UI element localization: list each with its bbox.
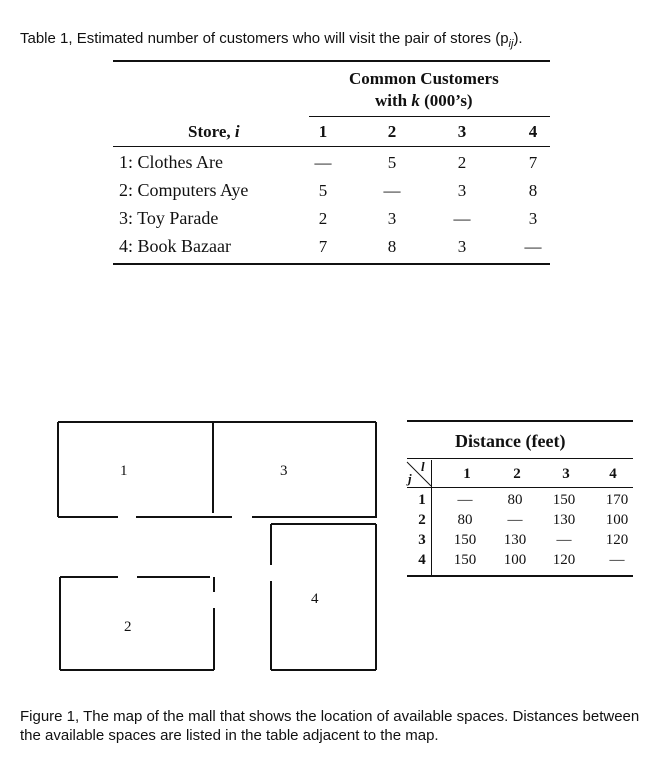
table-bottom-rule (113, 263, 550, 265)
distance-cell: 80 (457, 512, 473, 528)
column-header: 2 (387, 122, 397, 141)
distance-cell: 120 (552, 552, 576, 568)
distance-vertical-rule (431, 460, 432, 575)
table-cell: — (453, 209, 471, 228)
distance-cell: 100 (503, 552, 527, 568)
table-cell: 7 (528, 153, 538, 172)
group-header-line2: with k (000’s) (375, 91, 473, 110)
table-cell: 3 (387, 209, 397, 228)
distance-cell: 150 (453, 532, 477, 548)
table-top-rule (113, 60, 550, 62)
distance-row-label: 1 (418, 492, 426, 508)
row-label: 4: Book Bazaar (119, 236, 231, 256)
customers-table (113, 60, 550, 265)
distance-cell: — (556, 532, 572, 548)
row-label: 1: Clothes Are (119, 152, 223, 172)
column-header: 1 (318, 122, 328, 141)
distance-title: Distance (feet) (455, 431, 566, 451)
row-label: 3: Toy Parade (119, 208, 219, 228)
row-label: 2: Computers Aye (119, 180, 249, 200)
distance-cell: 130 (503, 532, 527, 548)
distance-cell: 150 (453, 552, 477, 568)
distance-cell: 170 (605, 492, 629, 508)
distance-cell: — (457, 492, 473, 508)
mall-map-walls (54, 418, 379, 678)
table-cell: 5 (318, 181, 328, 200)
figure-caption: Figure 1, The map of the mall that shows the location of available spaces. Distances between the available spaces are listed in the table adjacent to the map. (20, 708, 640, 744)
table-cell: 3 (528, 209, 538, 228)
table-cell: — (524, 237, 542, 256)
room-label-1: 1 (120, 463, 128, 479)
distance-title-rule (407, 458, 633, 459)
distance-row-label: 3 (418, 532, 426, 548)
table-cell: 8 (528, 181, 538, 200)
distance-top-rule (407, 420, 633, 422)
group-header-line1: Common Customers (349, 69, 499, 88)
group-header-rule (309, 116, 550, 117)
distance-column-header: 4 (609, 466, 617, 482)
distance-cell: 120 (605, 532, 629, 548)
distance-cell: 130 (552, 512, 576, 528)
table-cell: — (314, 153, 332, 172)
distance-cell: 100 (605, 512, 629, 528)
room-label-2: 2 (124, 619, 132, 635)
table-caption: Table 1, Estimated number of customers who will visit the pair of stores $(p_{ij})$. (20, 30, 523, 50)
room-label-3: 3 (280, 463, 288, 479)
column-header: 3 (457, 122, 467, 141)
header-bottom-rule (113, 146, 550, 147)
distance-cell: — (609, 552, 625, 568)
corner-row-label: j (408, 471, 412, 486)
store-header: Store, i (188, 122, 240, 141)
mall-map (54, 418, 379, 678)
table-cell: 2 (457, 153, 467, 172)
distance-cell: — (507, 512, 523, 528)
distance-cell: 150 (552, 492, 576, 508)
room-label-4: 4 (311, 591, 319, 607)
table-cell: — (383, 181, 401, 200)
distance-cell: 80 (507, 492, 523, 508)
distance-row-label: 2 (418, 512, 426, 528)
distance-column-header: 3 (562, 466, 570, 482)
distance-row-label: 4 (418, 552, 426, 568)
distance-bottom-rule (407, 575, 633, 577)
table-cell: 2 (318, 209, 328, 228)
table-cell: 3 (457, 181, 467, 200)
column-header: 4 (528, 122, 538, 141)
distance-header-rule (407, 487, 633, 488)
table-cell: 7 (318, 237, 328, 256)
table-cell: 5 (387, 153, 397, 172)
table-cell: 3 (457, 237, 467, 256)
corner-col-label: l (421, 459, 425, 474)
distance-column-header: 2 (513, 466, 521, 482)
distance-column-header: 1 (463, 466, 471, 482)
table-cell: 8 (387, 237, 397, 256)
distance-table (405, 418, 633, 578)
